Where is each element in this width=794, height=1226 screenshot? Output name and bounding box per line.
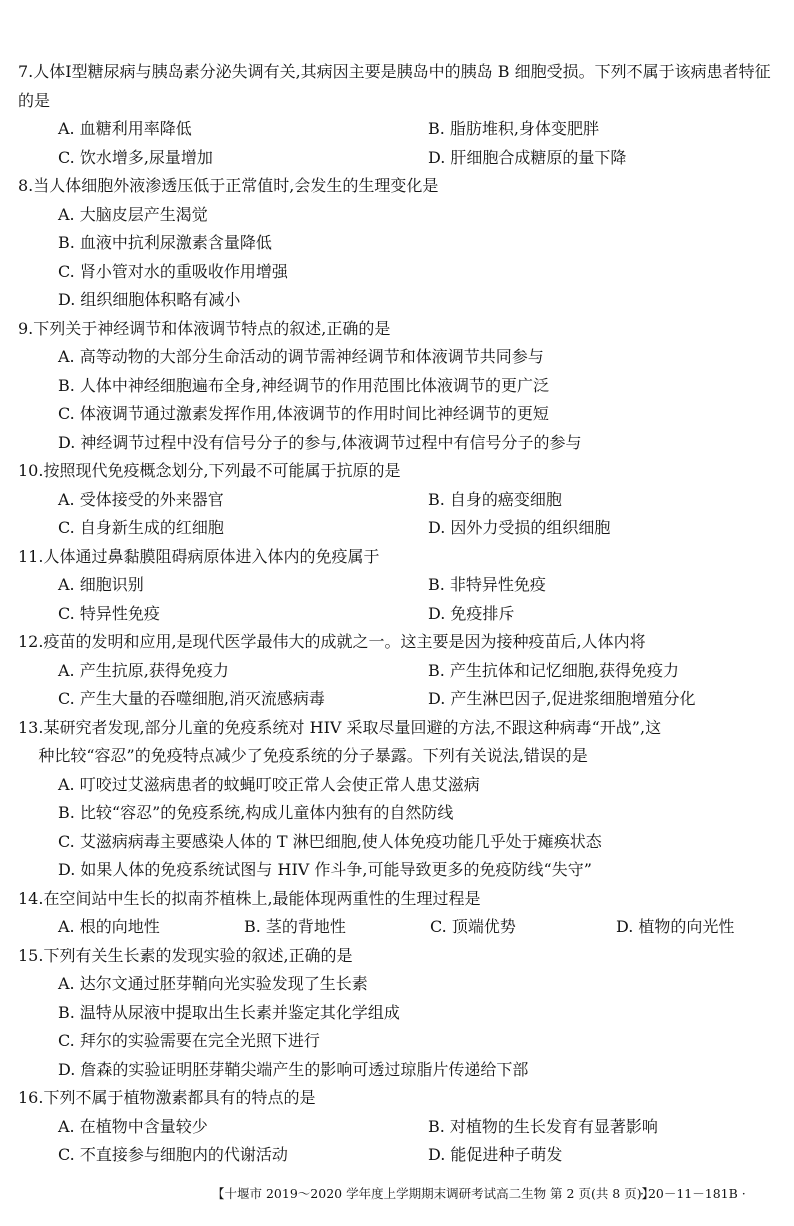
footer-paper-code: · 20－11－181B · bbox=[640, 1186, 746, 1201]
question-stem: 10.按照现代免疫概念划分,下列最不可能属于抗原的是 bbox=[18, 461, 401, 480]
option-a: A. 根的向地性 bbox=[58, 917, 160, 936]
option-c: C. 饮水增多,尿量增加 bbox=[58, 147, 213, 167]
option-d: D. 詹森的实验证明胚芽鞘尖端产生的影响可透过琼脂片传递给下部 bbox=[58, 1059, 529, 1079]
option-list bbox=[18, 571, 782, 628]
question-10 bbox=[18, 457, 782, 543]
option-list bbox=[18, 657, 782, 714]
option-d: D. 植物的向光性 bbox=[616, 917, 735, 936]
question-stem: 9.下列关于神经调节和体液调节特点的叙述,正确的是 bbox=[18, 318, 391, 338]
page-footer bbox=[0, 1183, 794, 1205]
option-list bbox=[18, 201, 782, 315]
option-d: D. 如果人体的免疫系统试图与 HIV 作斗争,可能导致更多的免疫防线“失守” bbox=[58, 860, 592, 879]
option-a: A. 细胞识别 bbox=[58, 575, 144, 594]
option-d: D. 组织细胞体积略有减小 bbox=[58, 290, 241, 309]
option-c: C. 艾滋病病毒主要感染人体的 T 淋巴细胞,使人体免疫功能几乎处于瘫痪状态 bbox=[58, 831, 602, 851]
option-b: B. 非特异性免疫 bbox=[428, 575, 546, 594]
question-list bbox=[18, 58, 782, 1170]
option-d: D. 肝细胞合成糖原的量下降 bbox=[428, 147, 627, 167]
option-b: B. 比较“容忍”的免疫系统,构成儿童体内独有的自然防线 bbox=[58, 803, 454, 822]
option-list bbox=[18, 486, 782, 543]
question-stem: 15.下列有关生长素的发现实验的叙述,正确的是 bbox=[18, 945, 353, 965]
option-a: A. 大脑皮层产生渴觉 bbox=[58, 204, 208, 224]
question-9 bbox=[18, 315, 782, 458]
option-b: B. 自身的癌变细胞 bbox=[428, 489, 562, 509]
option-b: B. 人体中神经细胞遍布全身,神经调节的作用范围比体液调节的更广泛 bbox=[58, 375, 550, 395]
question-14 bbox=[18, 885, 782, 942]
option-b: B. 茎的背地性 bbox=[244, 917, 346, 936]
question-stem: 11.人体通过鼻黏膜阻碍病原体进入体内的免疫属于 bbox=[18, 546, 380, 566]
option-b: B. 温特从尿液中提取出生长素并鉴定其化学组成 bbox=[58, 1002, 400, 1022]
question-stem: 14.在空间站中生长的拟南芥植株上,最能体现两重性的生理过程是 bbox=[18, 888, 481, 908]
option-a: A. 高等动物的大部分生命活动的调节需神经调节和体液调节共同参与 bbox=[58, 347, 544, 366]
option-d: D. 产生淋巴因子,促进浆细胞增殖分化 bbox=[428, 689, 696, 708]
question-13 bbox=[18, 714, 782, 885]
option-c: C. 特异性免疫 bbox=[58, 603, 160, 623]
question-7 bbox=[18, 58, 782, 172]
footer-exam-title: 【十堰市 2019～2020 学年度上学期期末调研考试高二生物 第 2 页(共 8 页)】 bbox=[212, 1186, 655, 1201]
question-12 bbox=[18, 628, 782, 714]
option-list bbox=[18, 771, 782, 885]
option-d: D. 因外力受损的组织细胞 bbox=[428, 518, 611, 537]
option-d: D. 能促进种子萌发 bbox=[428, 1145, 563, 1164]
option-list bbox=[18, 1113, 782, 1170]
option-list bbox=[18, 115, 782, 172]
option-c: C. 不直接参与细胞内的代谢活动 bbox=[58, 1145, 288, 1164]
question-15 bbox=[18, 942, 782, 1085]
option-b: B. 对植物的生长发育有显著影响 bbox=[428, 1116, 658, 1136]
question-8 bbox=[18, 172, 782, 315]
option-c: C. 体液调节通过激素发挥作用,体液调节的作用时间比神经调节的更短 bbox=[58, 404, 549, 423]
option-d: D. 神经调节过程中没有信号分子的参与,体液调节过程中有信号分子的参与 bbox=[58, 432, 582, 452]
option-a: A. 产生抗原,获得免疫力 bbox=[58, 660, 229, 680]
option-a: A. 达尔文通过胚芽鞘向光实验发现了生长素 bbox=[58, 974, 368, 993]
question-stem: 7.人体Ⅰ型糖尿病与胰岛素分泌失调有关,其病因主要是胰岛中的胰岛 B 细胞受损。下列不属于该病患者特征的是 bbox=[18, 62, 771, 110]
option-list bbox=[18, 913, 782, 942]
option-c: C. 自身新生成的红细胞 bbox=[58, 518, 224, 537]
option-a: A. 受体接受的外来器官 bbox=[58, 489, 224, 509]
option-b: B. 血液中抗利尿激素含量降低 bbox=[58, 233, 272, 252]
question-stem: 13.某研究者发现,部分儿童的免疫系统对 HIV 采取尽量回避的方法,不跟这种病毒“开战”,这 种比较“容忍”的免疫特点减少了免疫系统的分子暴露。下列有关说法,错误的是 bbox=[18, 717, 662, 765]
option-a: A. 在植物中含量较少 bbox=[58, 1116, 208, 1136]
option-list bbox=[18, 343, 782, 457]
option-b: B. 脂肪堆积,身体变肥胖 bbox=[428, 119, 600, 138]
option-a: A. 血糖利用率降低 bbox=[58, 119, 192, 138]
option-c: C. 产生大量的吞噬细胞,消灭流感病毒 bbox=[58, 689, 325, 708]
question-stem: 16.下列不属于植物激素都具有的特点的是 bbox=[18, 1088, 316, 1107]
option-c: C. 顶端优势 bbox=[430, 917, 516, 936]
option-a: A. 叮咬过艾滋病患者的蚊蝇叮咬正常人会使正常人患艾滋病 bbox=[58, 774, 480, 794]
option-c: C. 拜尔的实验需要在完全光照下进行 bbox=[58, 1031, 320, 1050]
option-b: B. 产生抗体和记忆细胞,获得免疫力 bbox=[428, 660, 680, 680]
option-d: D. 免疫排斥 bbox=[428, 603, 515, 623]
question-stem: 8.当人体细胞外液渗透压低于正常值时,会发生的生理变化是 bbox=[18, 176, 439, 195]
question-11 bbox=[18, 543, 782, 629]
question-16 bbox=[18, 1084, 782, 1170]
option-c: C. 肾小管对水的重吸收作用增强 bbox=[58, 261, 288, 281]
question-stem: 12.疫苗的发明和应用,是现代医学最伟大的成就之一。这主要是因为接种疫苗后,人体内将 bbox=[18, 632, 646, 651]
option-list bbox=[18, 970, 782, 1084]
